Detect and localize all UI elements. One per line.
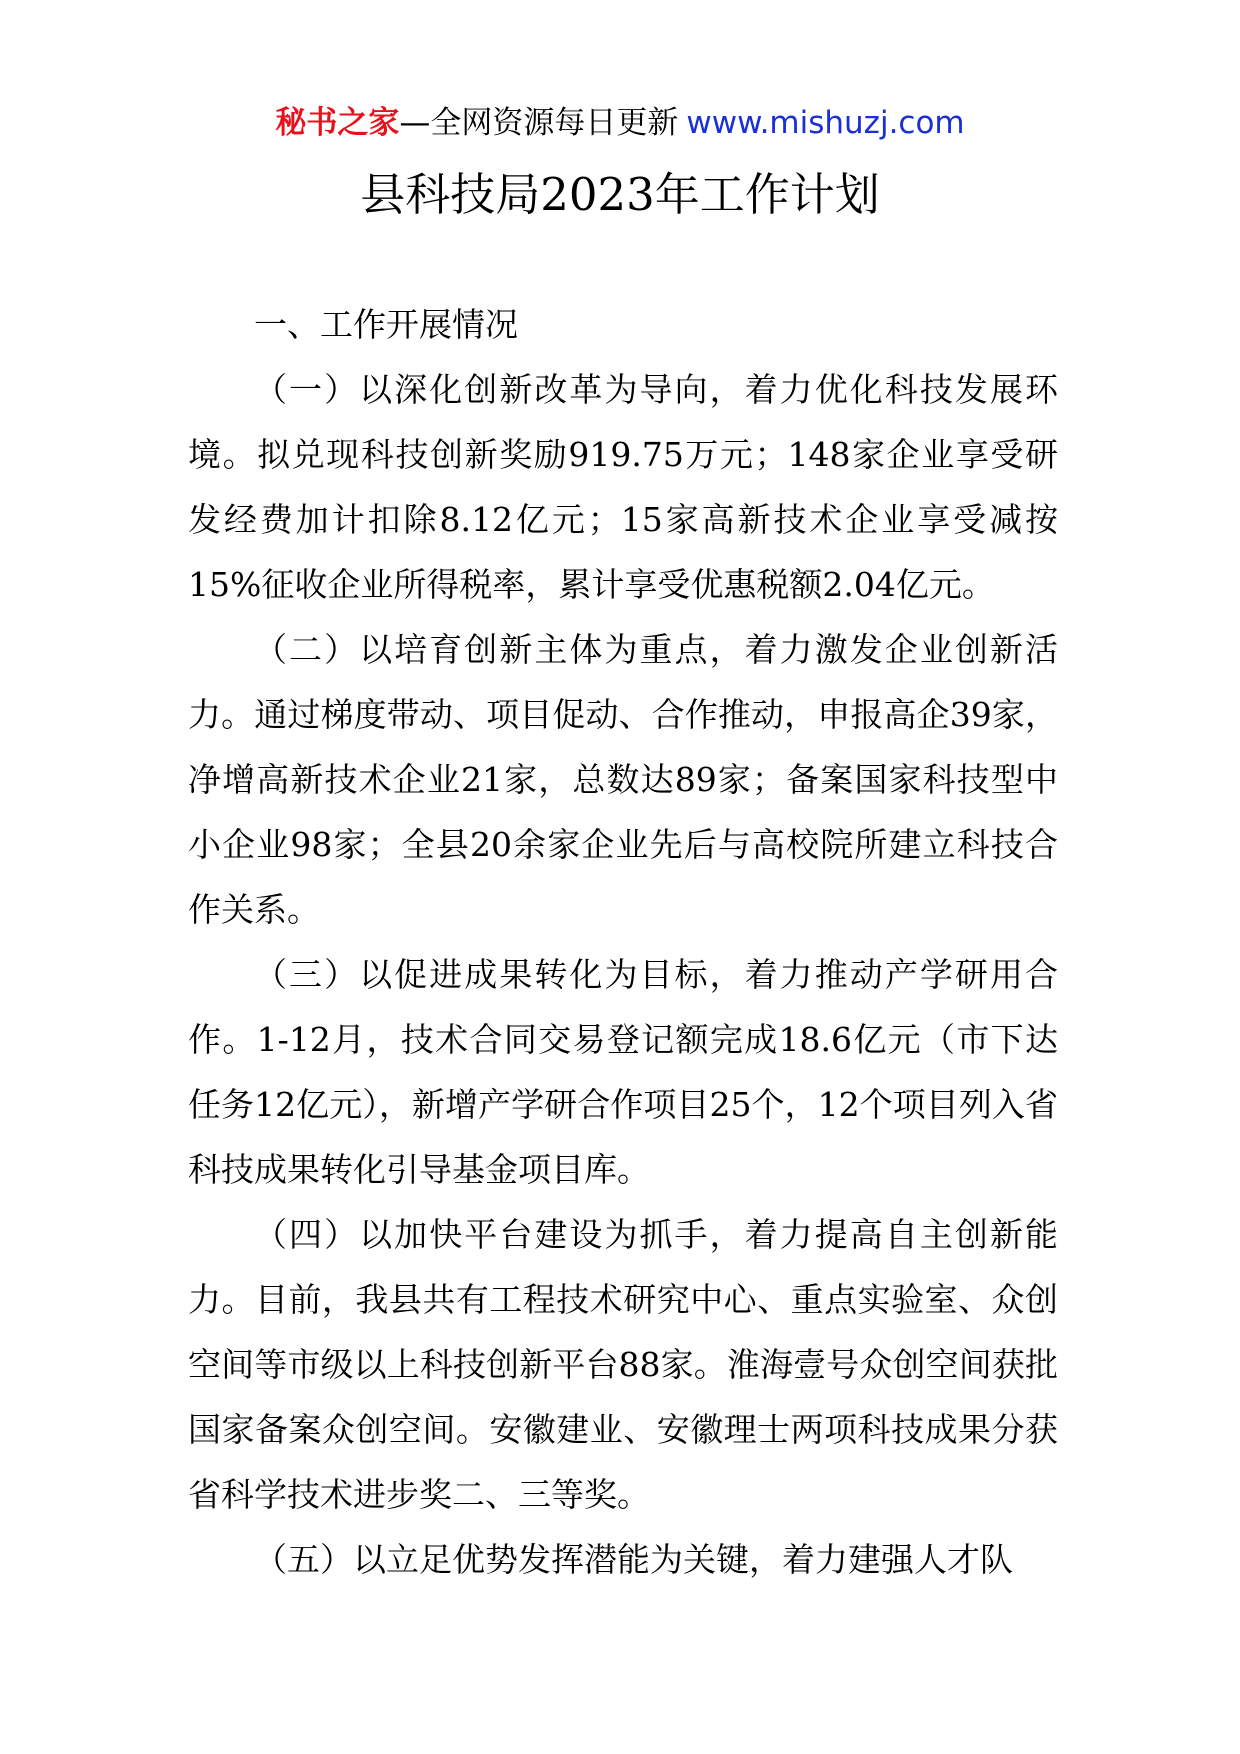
banner-tagline: —全网资源每日更新: [399, 105, 679, 141]
paragraph: （三）以促进成果转化为目标，着力推动产学研用合作。1-12月，技术合同交易登记额完成18.6亿元（市下达任务12亿元），新增产学研合作项目25个，12个项目列入省科技成果转化引导基金项目库。: [188, 955, 1058, 1189]
page-title: 县科技局2023年工作计划: [360, 168, 880, 221]
website-link[interactable]: www.mishuzj.com: [686, 105, 965, 141]
header-banner: [0, 100, 1240, 146]
paragraph: （二）以培育创新主体为重点，着力激发企业创新活力。通过梯度带动、项目促动、合作推动，申报高企39家，净增高新技术企业21家，总数达89家；备案国家科技型中小企业98家；全县20余家企业先后与高校院所建立科技合作关系。: [188, 630, 1058, 929]
document-body: [188, 292, 1058, 1592]
paragraph: （四）以加快平台建设为抓手，着力提高自主创新能力。目前，我县共有工程技术研究中心、重点实验室、众创空间等市级以上科技创新平台88家。淮海壹号众创空间获批国家备案众创空间。安徽建业、安徽理士两项科技成果分获省科学技术进步奖二、三等奖。: [188, 1215, 1058, 1514]
paragraph: （五）以立足优势发挥潜能为关键，着力建强人才队: [254, 1540, 1013, 1579]
brand-name: 秘书之家: [275, 105, 400, 141]
paragraph: （一）以深化创新改革为导向，着力优化科技发展环境。拟兑现科技创新奖励919.75万元；148家企业享受研发经费加计扣除8.12亿元；15家高新技术企业享受减按15%征收企业所得税率，累计享受优惠税额2.04亿元。: [188, 370, 1058, 604]
section-heading: 一、工作开展情况: [254, 305, 518, 344]
